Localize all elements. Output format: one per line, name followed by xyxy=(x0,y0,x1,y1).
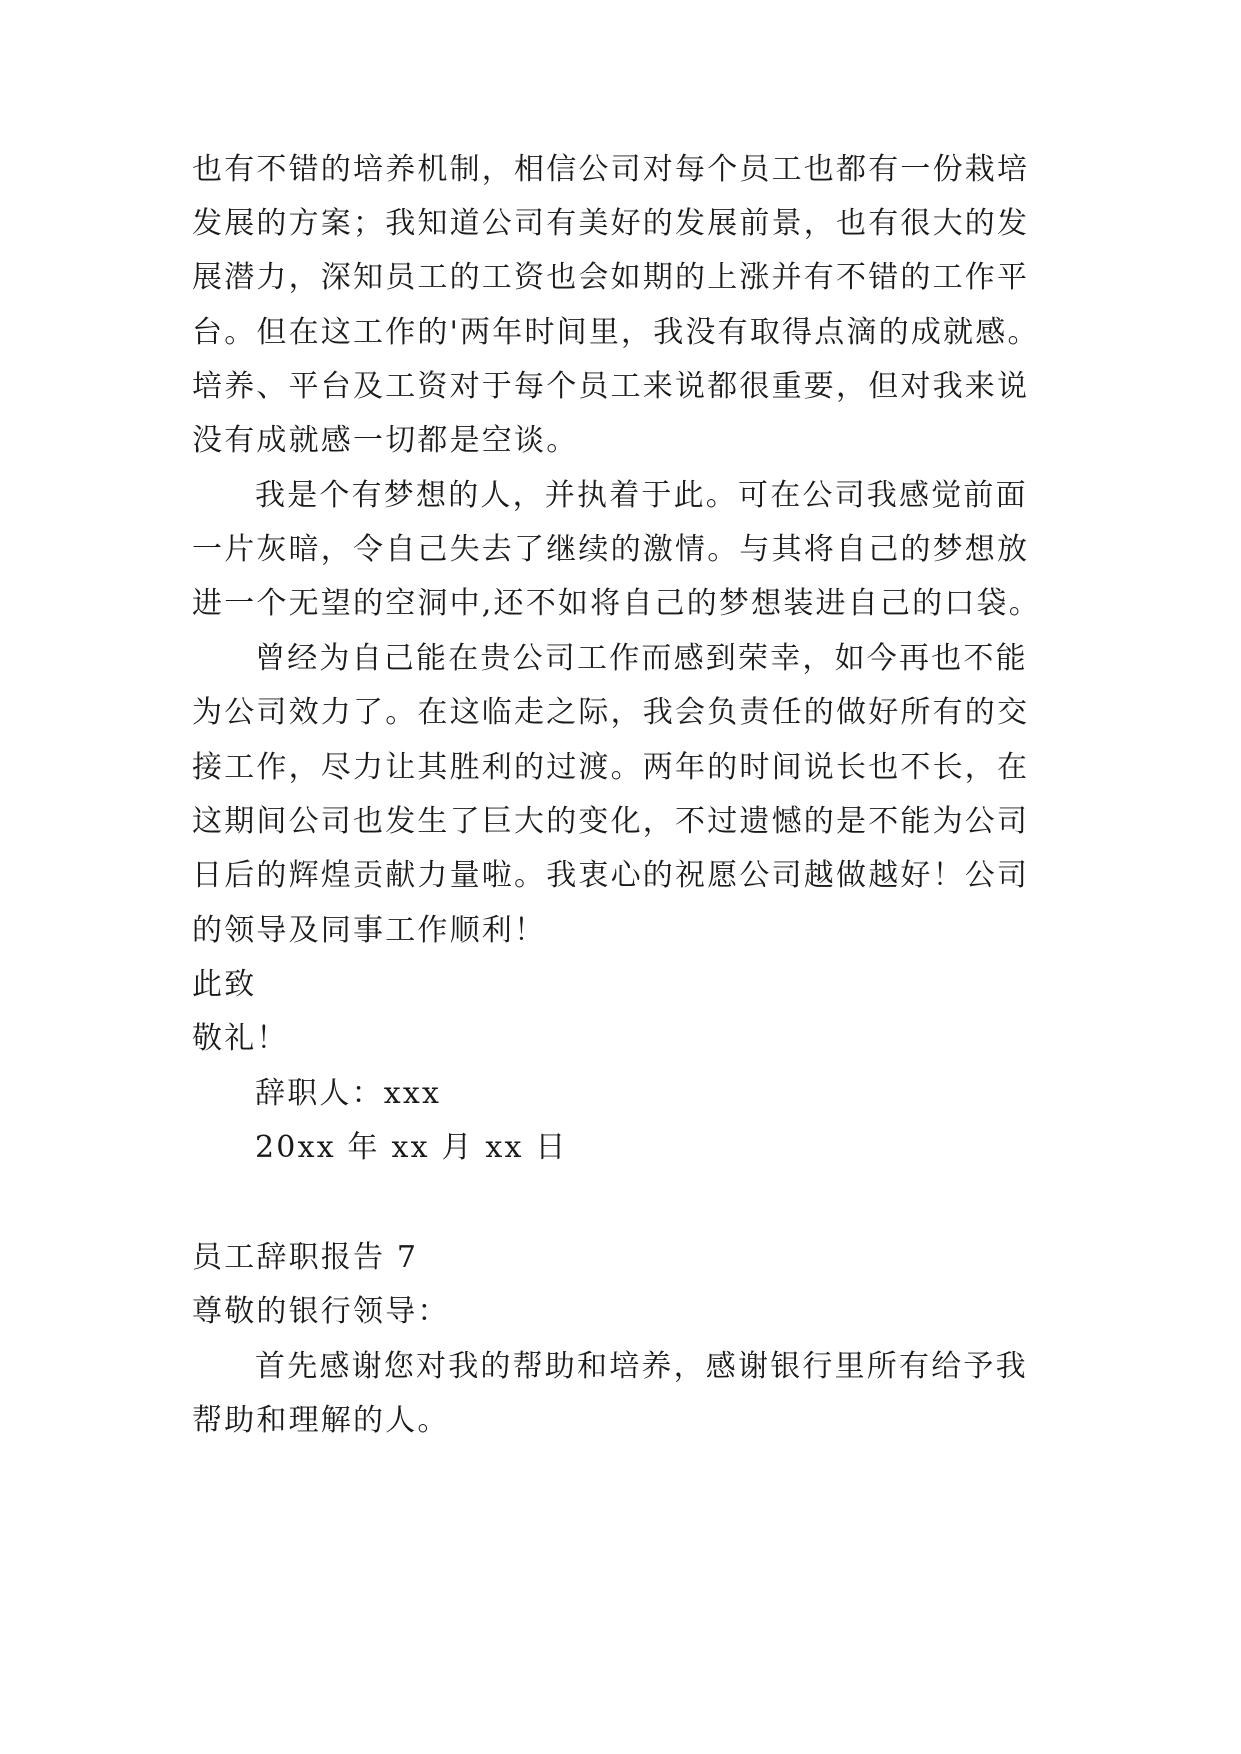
body-line: 帮助和理解的人。 xyxy=(192,1403,450,1438)
body-line: 一片灰暗，令自己失去了继续的激情。与其将自己的梦想放 xyxy=(192,532,1030,567)
body-line: 发展的方案；我知道公司有美好的发展前景，也有很大的发 xyxy=(192,206,1030,241)
section-title: 员工辞职报告 7 xyxy=(192,1240,419,1275)
signature-name: 辞职人：xxx xyxy=(255,1076,442,1111)
body-line: 日后的辉煌贡献力量啦。我衷心的祝愿公司越做越好！公司 xyxy=(192,858,1030,893)
body-line: 进一个无望的空洞中,还不如将自己的梦想装进自己的口袋。 xyxy=(192,586,1041,621)
salutation: 尊敬的银行领导： xyxy=(192,1294,450,1329)
body-line: 曾经为自己能在贵公司工作而感到荣幸，如今再也不能 xyxy=(255,641,1028,676)
body-line: 没有成就感一切都是空谈。 xyxy=(192,423,579,458)
closing-line: 敬礼！ xyxy=(192,1021,289,1056)
body-line: 我是个有梦想的人，并执着于此。可在公司我感觉前面 xyxy=(255,478,1028,513)
body-line: 首先感谢您对我的帮助和培养，感谢银行里所有给予我 xyxy=(255,1349,1028,1384)
body-line: 培养、平台及工资对于每个员工来说都很重要，但对我来说 xyxy=(192,369,1030,404)
body-line: 为公司效力了。在这临走之际，我会负责任的做好所有的交 xyxy=(192,695,1030,730)
body-line: 的领导及同事工作顺利！ xyxy=(192,913,547,948)
body-line: 这期间公司也发生了巨大的变化，不过遗憾的是不能为公司 xyxy=(192,804,1030,839)
body-line: 展潜力，深知员工的工资也会如期的上涨并有不错的工作平 xyxy=(192,260,1030,295)
body-line: 接工作，尽力让其胜利的过渡。两年的时间说长也不长，在 xyxy=(192,750,1030,785)
closing-line: 此致 xyxy=(192,967,257,1002)
signature-date: 20xx 年 xx 月 xx 日 xyxy=(255,1130,568,1165)
body-line: 台。但在这工作的'两年时间里，我没有取得点滴的成就感。 xyxy=(192,315,1040,350)
body-line: 也有不错的培养机制，相信公司对每个员工也都有一份栽培 xyxy=(192,152,1030,187)
